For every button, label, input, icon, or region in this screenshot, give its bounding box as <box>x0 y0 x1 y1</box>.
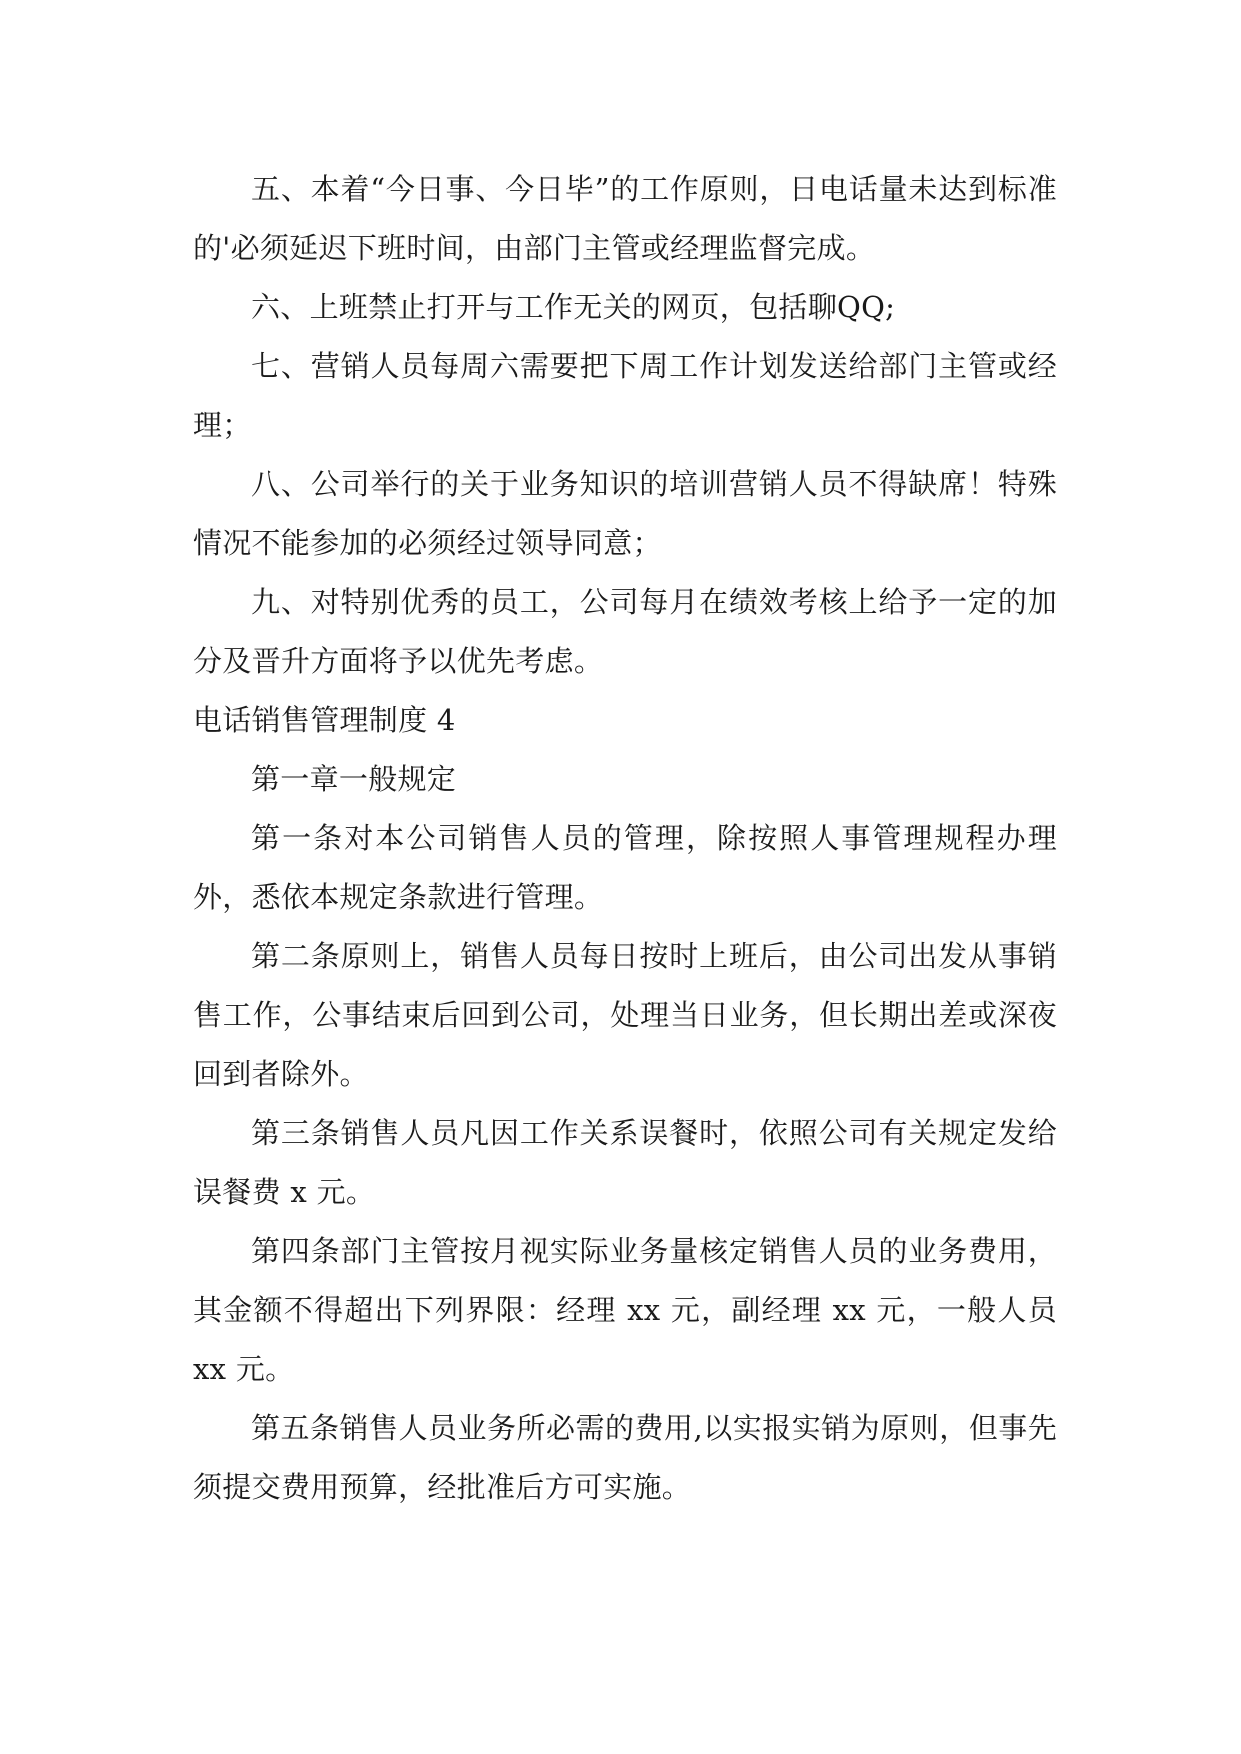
article-5: 第五条销售人员业务所必需的费用,以实报实销为原则，但事先须提交费用预算，经批准后方可实施。 <box>193 1411 1057 1504</box>
article-2: 第二条原则上，销售人员每日按时上班后，由公司出发从事销售工作，公事结束后回到公司，处理当日业务，但长期出差或深夜回到者除外。 <box>193 939 1057 1091</box>
section-title: 电话销售管理制度 4 <box>193 703 456 737</box>
document-body <box>193 160 1057 1517</box>
article-1: 第一条对本公司销售人员的管理，除按照人事管理规程办理外，悉依本规定条款进行管理。 <box>193 821 1057 914</box>
paragraph-item-7: 七、营销人员每周六需要把下周工作计划发送给部门主管或经理； <box>193 349 1057 442</box>
article-4: 第四条部门主管按月视实际业务量核定销售人员的业务费用，其金额不得超出下列界限：经理 xx 元，副经理 xx 元，一般人员 xx 元。 <box>193 1234 1057 1386</box>
article-3: 第三条销售人员凡因工作关系误餐时，依照公司有关规定发给误餐费 x 元。 <box>193 1116 1057 1209</box>
paragraph-item-9: 九、对特别优秀的员工，公司每月在绩效考核上给予一定的加分及晋升方面将予以优先考虑。 <box>193 585 1057 678</box>
paragraph-item-5: 五、本着“今日事、今日毕”的工作原则，日电话量未达到标准的'必须延迟下班时间，由部门主管或经理监督完成。 <box>193 172 1057 265</box>
paragraph-item-6: 六、上班禁止打开与工作无关的网页，包括聊QQ; <box>251 290 896 324</box>
paragraph-item-8: 八、公司举行的关于业务知识的培训营销人员不得缺席！特殊情况不能参加的必须经过领导同意； <box>193 467 1057 560</box>
chapter-title: 第一章一般规定 <box>251 762 457 796</box>
